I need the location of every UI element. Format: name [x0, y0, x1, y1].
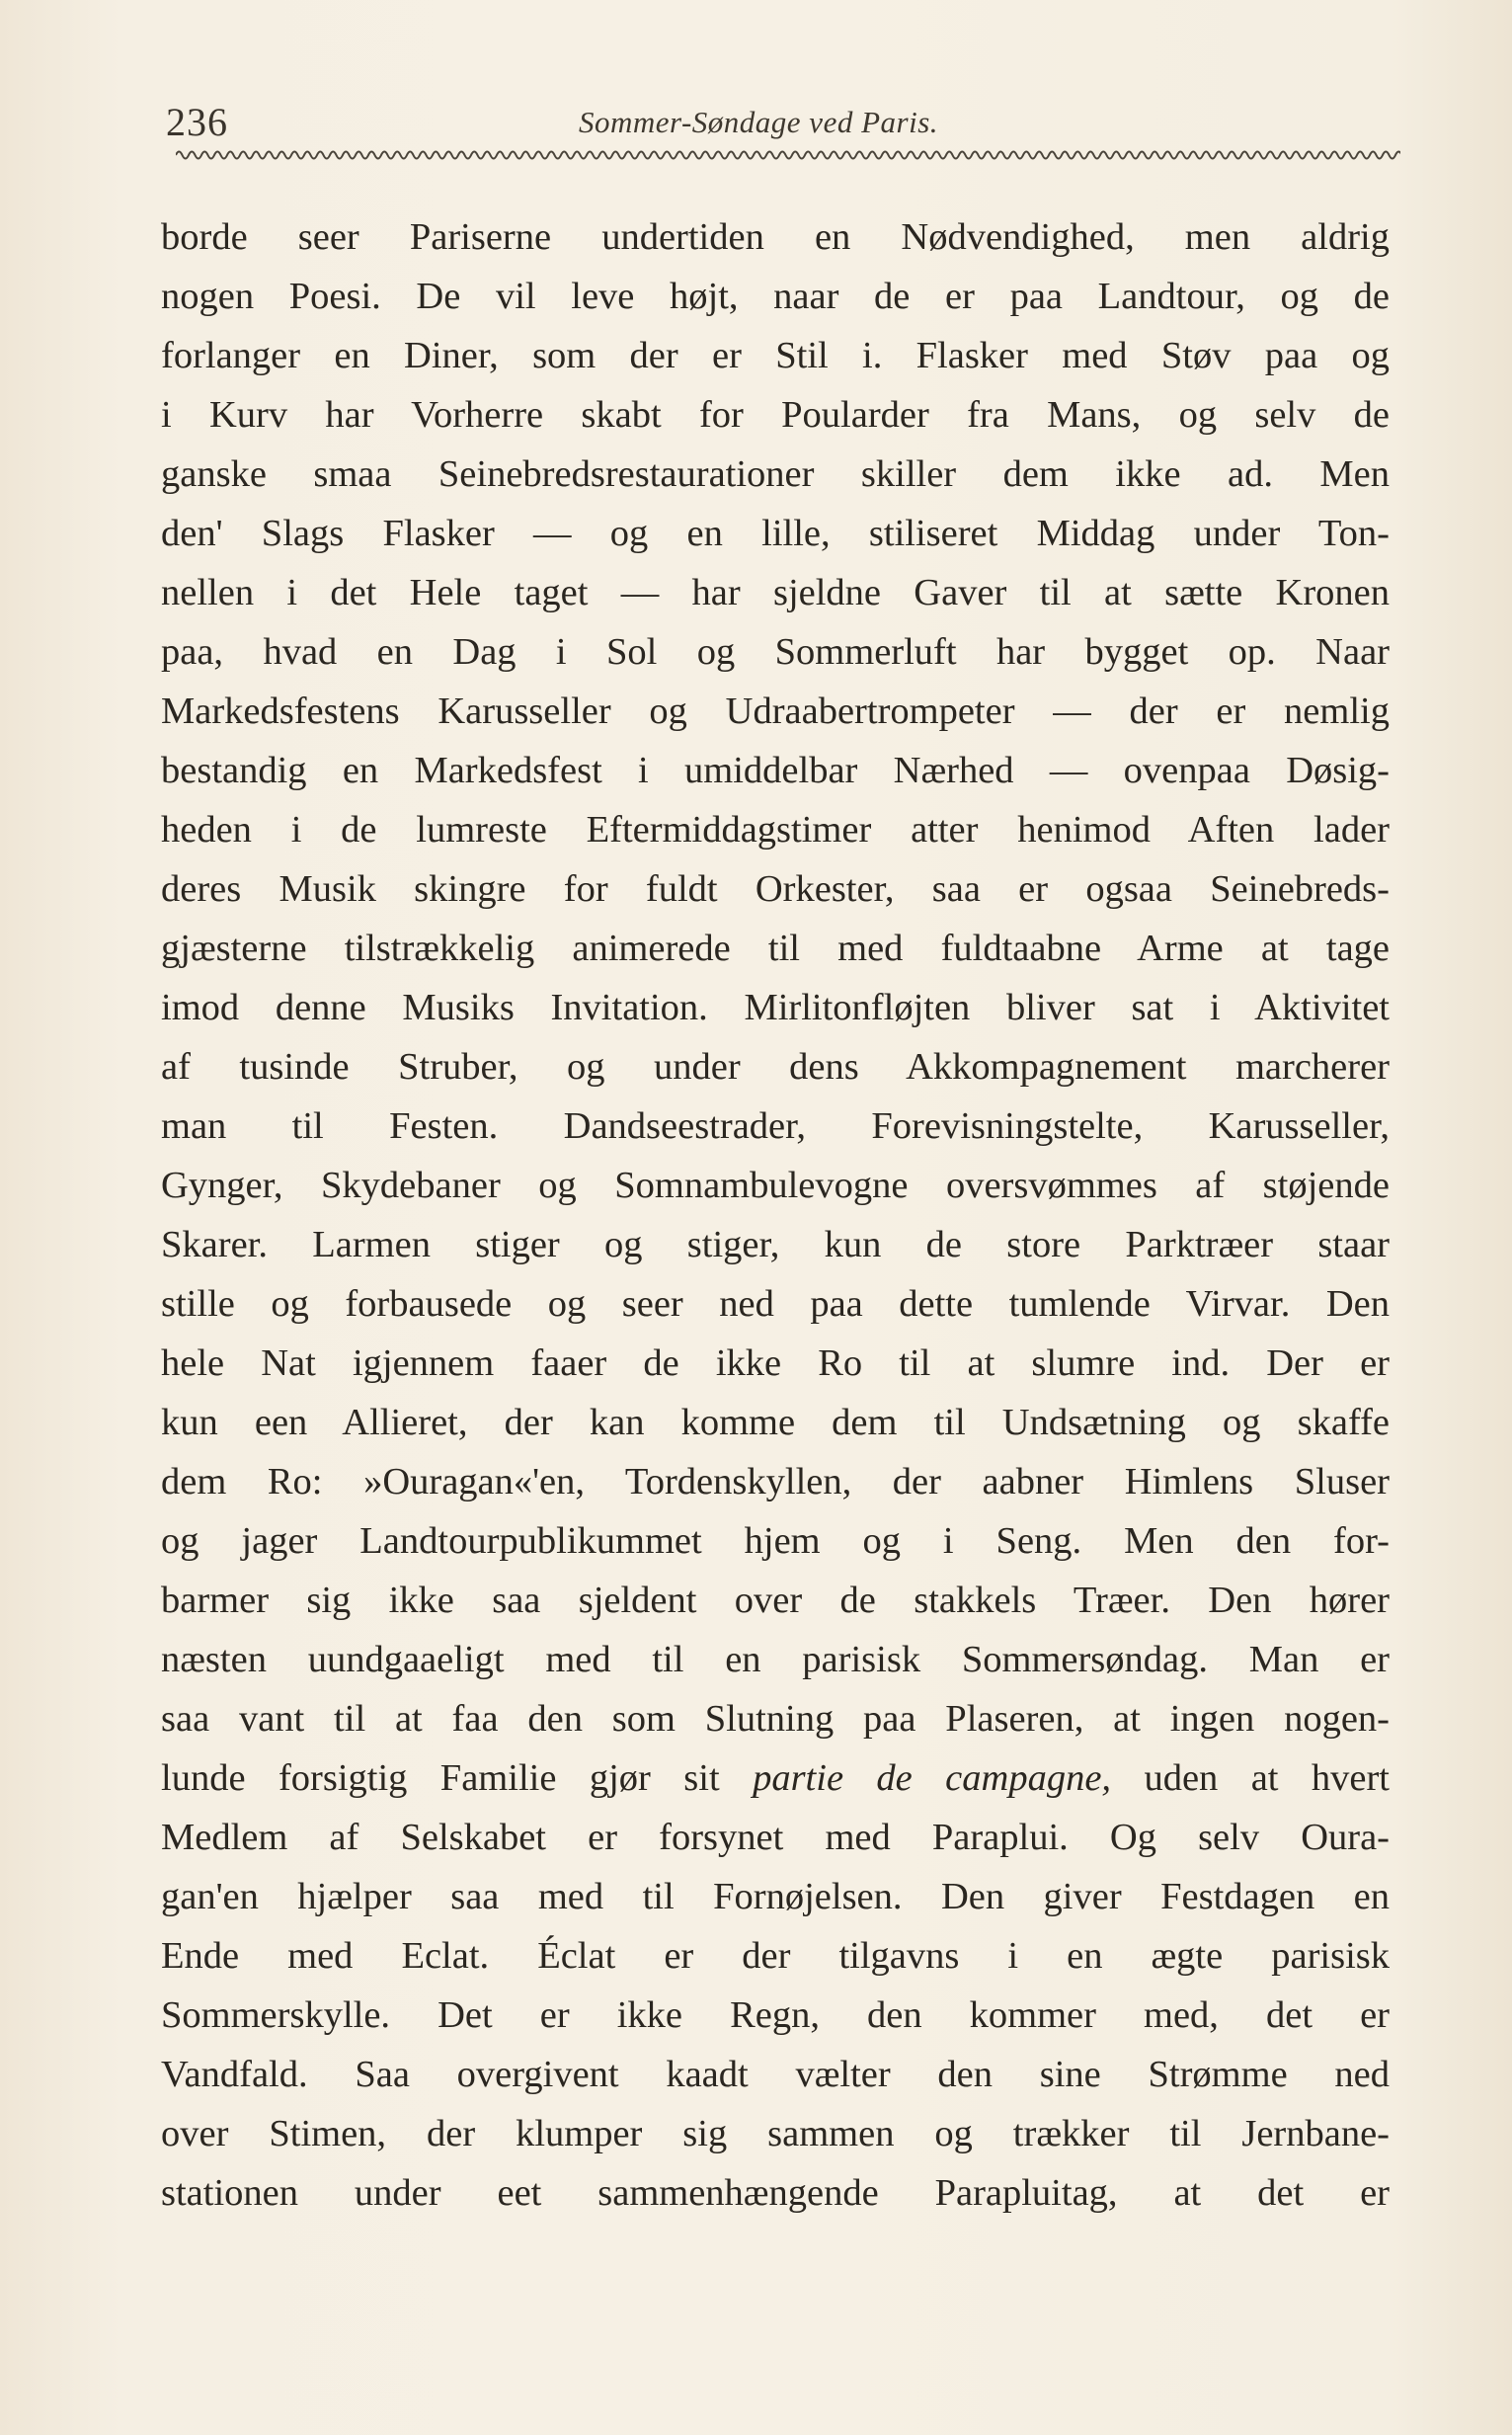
text-line: af tusinde Struber, og under dens Akkompagnement marcherer — [161, 1046, 1390, 1088]
text-line: stationen under eet sammenhængende Parapluitag, at det er — [161, 2172, 1390, 2214]
running-head: Sommer-Søndage ved Paris. — [579, 105, 939, 139]
text-line: dem Ro: »Ouragan«'en, Tordenskyllen, der aabner Himlens Sluser — [161, 1461, 1390, 1502]
text-line: Vandfald. Saa overgivent kaadt vælter den sine Strømme ned — [161, 2054, 1390, 2095]
text-line: man til Festen. Dandseestrader, Forevisningstelte, Karusseller, — [161, 1105, 1390, 1147]
text-line: stille og forbausede og seer ned paa dette tumlende Virvar. Den — [161, 1283, 1390, 1325]
text-line: næsten uundgaaeligt med til en parisisk Sommersøndag. Man er — [161, 1639, 1390, 1680]
text-line: nellen i det Hele taget — har sjeldne Gaver til at sætte Kronen — [161, 572, 1390, 613]
text-line: i Kurv har Vorherre skabt for Poularder fra Mans, og selv de — [161, 394, 1390, 436]
text-line: kun een Allieret, der kan komme dem til Undsætning og skaffe — [161, 1402, 1390, 1443]
text-line: Sommerskylle. Det er ikke Regn, den kommer med, det er — [161, 1994, 1390, 2036]
text-line: heden i de lumreste Eftermiddagstimer atter henimod Aften lader — [161, 809, 1390, 851]
text-line: forlanger en Diner, som der er Stil i. Flasker med Støv paa og — [161, 335, 1390, 376]
text-line: Ende med Eclat. Éclat er der tilgavns i en ægte parisisk — [161, 1935, 1390, 1977]
text-line: den' Slags Flasker — og en lille, stiliseret Middag under Ton- — [161, 513, 1390, 554]
text-line: barmer sig ikke saa sjeldent over de stakkels Træer. Den hører — [161, 1580, 1390, 1621]
text-line: paa, hvad en Dag i Sol og Sommerluft har bygget op. Naar — [161, 631, 1390, 673]
text-line: over Stimen, der klumper sig sammen og trækker til Jernbane- — [161, 2113, 1390, 2154]
text-line: bestandig en Markedsfest i umiddelbar Nærhed — ovenpaa Døsig- — [161, 750, 1390, 791]
text-line: ganske smaa Seinebredsrestaurationer skiller dem ikke ad. Men — [161, 453, 1390, 495]
text-line: borde seer Pariserne undertiden en Nødvendighed, men aldrig — [161, 216, 1390, 258]
page-number: 236 — [166, 100, 228, 144]
text-line: Medlem af Selskabet er forsynet med Paraplui. Og selv Oura- — [161, 1817, 1390, 1858]
text-line: Markedsfestens Karusseller og Udraabertrompeter — der er nemlig — [161, 690, 1390, 732]
text-line: gan'en hjælper saa med til Fornøjelsen. Den giver Festdagen en — [161, 1876, 1390, 1917]
text-line: Gynger, Skydebaner og Somnambulevogne oversvømmes af støjende — [161, 1165, 1390, 1206]
text-line-start: lunde forsigtig Familie gjør sit — [161, 1757, 720, 1799]
text-line: Skarer. Larmen stiger og stiger, kun de store Parktræer staar — [161, 1224, 1390, 1265]
body-text — [161, 207, 1390, 2223]
decorative-wavy-rule — [176, 146, 1400, 164]
text-line: nogen Poesi. De vil leve højt, naar de er paa Landtour, og de — [161, 276, 1390, 317]
page-header — [166, 99, 1400, 148]
text-line: saa vant til at faa den som Slutning paa Plaseren, at ingen nogen- — [161, 1698, 1390, 1740]
text-line: imod denne Musiks Invitation. Mirlitonfløjten bliver sat i Aktivitet — [161, 987, 1390, 1028]
text-line-with-italic — [161, 1748, 1390, 1808]
text-line: og jager Landtourpublikummet hjem og i Seng. Men den for- — [161, 1520, 1390, 1562]
italic-phrase: partie de campagne, — [753, 1757, 1112, 1799]
text-line: gjæsterne tilstrækkelig animerede til med fuldtaabne Arme at tage — [161, 928, 1390, 969]
text-line-end: uden at hvert — [1144, 1757, 1390, 1799]
text-line: deres Musik skingre for fuldt Orkester, saa er ogsaa Seinebreds- — [161, 868, 1390, 910]
text-line: hele Nat igjennem faaer de ikke Ro til at slumre ind. Der er — [161, 1342, 1390, 1384]
